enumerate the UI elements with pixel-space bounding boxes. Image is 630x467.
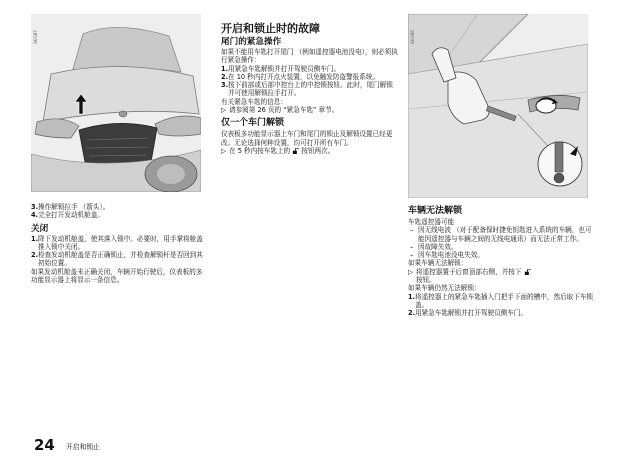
unlock-button-icon	[292, 148, 299, 154]
if-still-cannot-unlock: 如果车辆仍然无法解锁：	[408, 284, 481, 293]
single-door-heading: 仅一个车门解锁	[221, 118, 285, 129]
rear-gate-intro: 如果不能用车匙打开尾门 （例如遥控器电池没电），则必须执行紧急操作：	[221, 48, 398, 65]
list-item: – 因车匙电池没电失效。	[410, 251, 484, 260]
arrow-icon: ▷	[221, 106, 227, 115]
image-code: SK-088	[410, 30, 415, 44]
cross-reference-text: 请参阅第 26 页的 “紧急车匙” 章节。	[229, 106, 339, 115]
list-item: – 因故障失效。	[410, 242, 458, 251]
single-door-text: 仪表板多功能显示器上车门和尾门的锁止及解锁设置已经更改。无论选择何种设置，均可打开所有车门。	[221, 130, 393, 147]
car-hood-drawing	[31, 14, 201, 192]
cannot-unlock-heading: 车辆无法解锁	[408, 206, 463, 216]
list-item: 3. 操作解锁拉手 （箭头）。	[31, 203, 110, 211]
left-column	[31, 203, 203, 284]
arrow-icon: ▷	[221, 146, 227, 155]
cannot-unlock-sub: 车匙遥控器可能	[408, 218, 455, 226]
cross-reference	[221, 106, 398, 114]
right-column	[408, 206, 594, 318]
list-item: 3. 按下前部或后部中控台上的中控锁按钮。此时，尾门解锁并可使用解锁拉手打开。	[221, 81, 393, 98]
list-item: 2. 检查发动机舱盖是否正确锁止，并检查解锁杆是否回到其初始位置。	[31, 251, 203, 268]
list-item: 2. 用紧急车匙解锁并打开驾驶员侧车门。	[408, 309, 528, 318]
close-heading: 关闭	[31, 223, 49, 234]
image-code: SK-087	[33, 30, 38, 44]
list-item: 2. 在 10 秒内打开点火装置，以免触发防盗警报系统。	[221, 72, 380, 81]
page-number: 24	[34, 436, 55, 454]
emergency-key-illustration	[408, 14, 588, 198]
list-item: – 因无线电波 （对于配备保时捷免钥匙进入系统的车辆，也可能因遥控器与车辆之间的无线电通讯）而无法正常工作。	[410, 226, 592, 243]
arrow-icon: ▷	[408, 267, 414, 276]
footer-section: 开启和锁止	[66, 443, 100, 451]
instruction: ▷ 在 5 秒内按车匙上的 按钮两次。	[221, 146, 335, 155]
unlock-button-icon	[524, 269, 531, 275]
if-cannot-unlock: 如果车辆无法解锁：	[408, 259, 468, 268]
section-title: 开启和锁止时的故障	[221, 22, 320, 35]
info-line: 有关紧急车匙的信息：	[221, 97, 287, 106]
list-item: 4. 完全打开发动机舱盖。	[31, 211, 104, 220]
list-item: 1. 将遥控器上的紧急车匙插入门把手下面的槽中，然后取下车锁盖。	[408, 292, 594, 309]
list-item: 1. 用紧急车匙解锁并打开驾驶员侧车门。	[221, 64, 341, 73]
instruction: ▷ 将遥控器置于后窗顶部右侧，并按下 按钮。	[408, 268, 594, 285]
list-item: 1. 降下发动机舱盖，使其落入锁中。必要时，用手掌将舱盖推入锁中关闭。	[31, 234, 203, 251]
middle-column	[221, 22, 398, 155]
hood-release-illustration	[31, 14, 201, 192]
door-handle-drawing	[408, 14, 588, 198]
rear-gate-heading: 尾门的紧急操作	[221, 37, 282, 47]
close-note: 如果发动机舱盖未正确关闭，车辆开始行驶后，仪表板的多功能显示器上将显示一条信息。	[31, 267, 203, 285]
